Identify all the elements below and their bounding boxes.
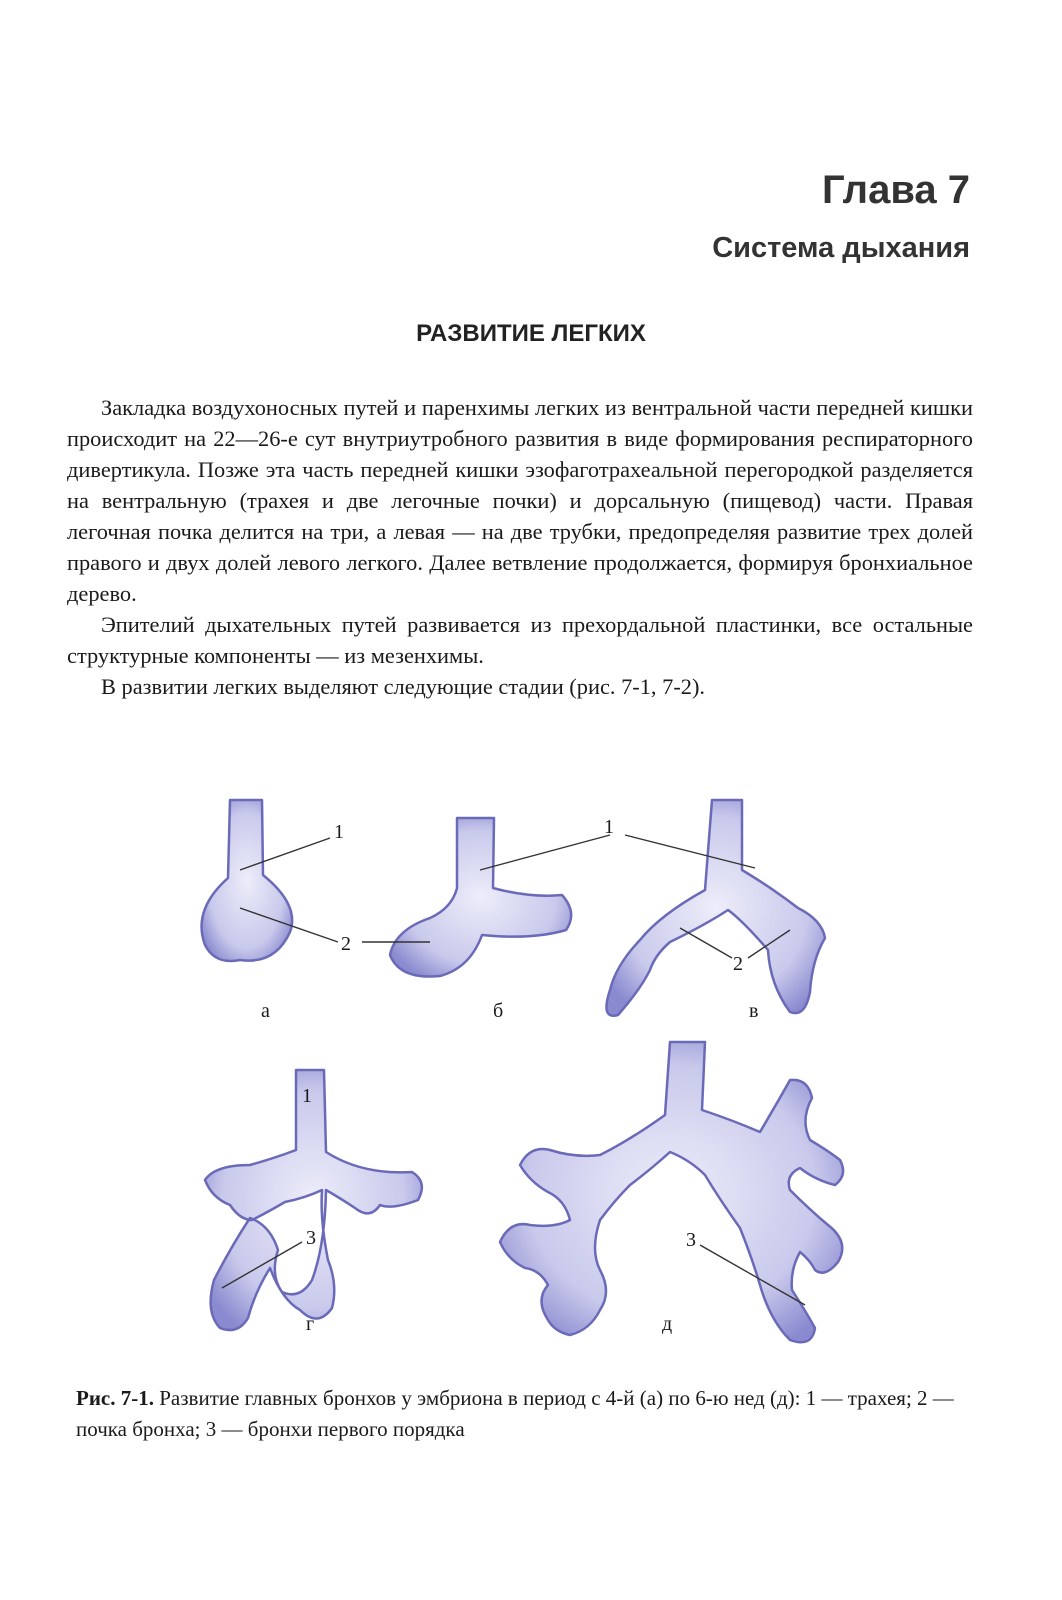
caption-text: Развитие главных бронхов у эмбриона в период с 4-й (а) по 6-ю нед (д): 1 — трахея; 2 — почка бронха; 3 — бронхи первого порядка	[76, 1386, 954, 1441]
chapter-title: Система дыхания	[712, 232, 970, 264]
panel-v-buds	[606, 800, 825, 1016]
body-text	[67, 392, 973, 702]
callout-a-1: 1	[334, 821, 344, 843]
callout-d-3: 3	[686, 1229, 696, 1251]
callout-line-v2a	[680, 928, 732, 958]
caption-number: Рис. 7-1.	[76, 1386, 154, 1410]
callout-g-1: 1	[302, 1085, 312, 1107]
bronchi-development-figure	[0, 780, 1062, 1380]
panel-b-bud	[390, 818, 571, 977]
panel-label-g: г	[306, 1313, 315, 1335]
paragraph-2: Эпителий дыхательных путей развивается из прехордальной пластинки, все остальные структурные компоненты — из мезенхимы.	[67, 612, 973, 668]
panel-label-b: б	[493, 1000, 504, 1022]
panel-g-bronchi	[205, 1070, 422, 1330]
callout-a-2: 2	[341, 933, 351, 955]
chapter-label: Глава 7	[821, 168, 970, 212]
paragraph-3: В развитии легких выделяют следующие стадии (рис. 7-1, 7-2).	[101, 674, 706, 699]
figure-illustration	[0, 780, 1062, 1380]
callout-g-3: 3	[306, 1227, 316, 1249]
panel-a-bud	[202, 800, 293, 961]
section-heading: РАЗВИТИЕ ЛЕГКИХ	[416, 320, 646, 347]
callout-line-b1	[480, 835, 610, 870]
panel-label-v: в	[749, 1000, 759, 1022]
callout-b-1: 1	[604, 816, 614, 838]
panel-label-d: д	[662, 1313, 673, 1335]
figure-caption	[76, 1383, 986, 1445]
paragraph-1: Закладка воздухоносных путей и паренхимы легких из вентральной части передней кишки происходит на 22—26-е сут внутриутробного развития в виде формирования респираторного дивертикула. Позже эта часть передней кишки эзофаготрахеальной перегородкой разделяется на вентральную (трахея и две легочные почки) и дорсальную (пищевод) части. Правая легочная почка делится на три, а левая — на две трубки, предопределяя развитие трех долей правого и двух долей левого легкого. Далее ветвление продолжается, формируя бронхиальное дерево.	[67, 395, 973, 606]
callout-v-2: 2	[733, 953, 743, 975]
panel-label-a: а	[261, 1000, 270, 1022]
